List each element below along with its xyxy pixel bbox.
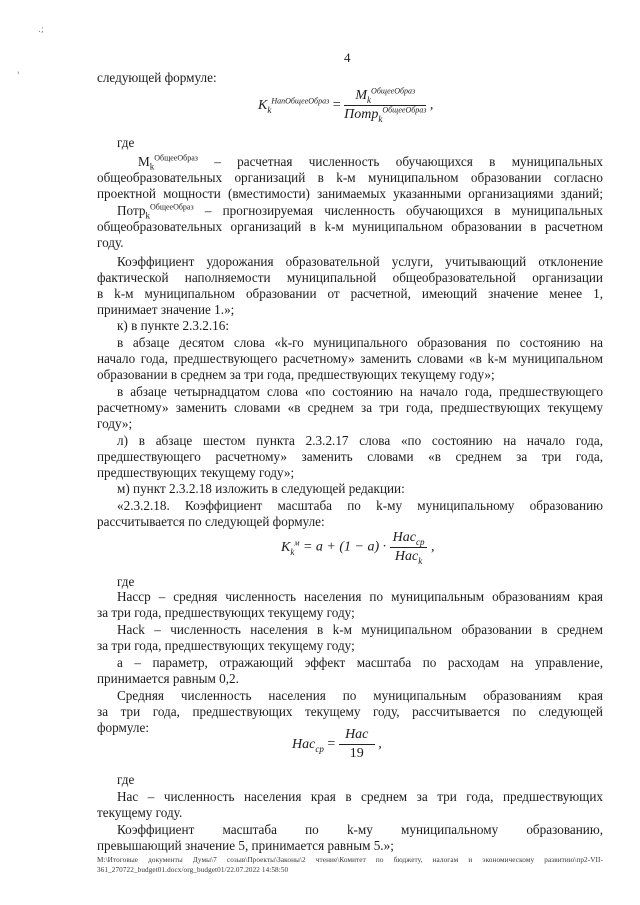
text-line: к) в пункте 2.3.2.16: xyxy=(117,318,229,333)
text-line: за три года, предшествующих текущему году, рассчитывается по следующей xyxy=(97,704,603,719)
text-line: образовании в среднем за три года, предшествующих текущему году»; xyxy=(97,367,495,382)
text-line: следующей формуле: xyxy=(97,70,217,85)
text-line: фактической наполняемости муниципальной общеобразовательной организации xyxy=(97,270,603,285)
text-line: за три года, предшествующих текущему году; xyxy=(97,605,355,620)
text-line: Насср – средняя численность населения по муниципальным образованиям края xyxy=(117,589,603,604)
text-line: общеобразовательных организаций в k-м муниципальном образовании согласно xyxy=(97,170,603,185)
text-line: принимает значение 1.»; xyxy=(97,302,235,317)
text-line: где xyxy=(117,135,135,150)
formula-lhs: $K_k^{НапОбщееОбраз}$ xyxy=(258,96,330,115)
text-line: где xyxy=(117,772,135,787)
formula-fraction: $\frac{M_k^{ОбщееОбраз}}{Потр_k^{ОбщееОбраз}}$ xyxy=(344,86,427,124)
text-line: Средняя численность населения по муниципальным образованиям края xyxy=(117,688,603,703)
text-line: превышающий значение 5, принимается равным 5.»; xyxy=(97,838,394,853)
text-line: в абзаце четырнадцатом слова «по состоянию на начало года, предшествующего xyxy=(117,384,603,399)
formula-fraction: $\frac{Нас_{ср}}{Нас_k}$ xyxy=(390,530,428,565)
formula-scale-coefficient: $K_k^м = a + (1 - a)$ · $\frac{Нас_{ср}}{Нас_k}$ , xyxy=(281,530,435,566)
scan-mark-top: .; xyxy=(38,25,44,35)
text-line: предшествующего расчетному» заменить словами «в среднем за три года, xyxy=(97,449,603,464)
text-line: Коэффициент масштаба по k-му муниципальному образованию, xyxy=(117,822,603,837)
formula-average-population: Нас$_{ср}$ = $\frac{\text{Нас}}{19}$ , xyxy=(292,727,382,761)
text-line: принимается равным 0,2. xyxy=(97,671,239,686)
text-line: формуле: xyxy=(97,720,149,735)
text-line: году. xyxy=(97,235,124,250)
text-line: Коэффициент удорожания образовательной услуги, учитывающий отклонение xyxy=(117,254,603,269)
formula-lhs: $K_k^м$ xyxy=(281,538,300,557)
text-line: проектной мощности (вместимости) занимаемых указанными организациями зданий; xyxy=(97,186,603,201)
text-line: расчетному» заменить словами «в среднем за три года, предшествующих текущему xyxy=(97,400,603,415)
formula-occupancy-coefficient: $K_k^{НапОбщееОбраз}$ = $\frac{M_k^{ОбщееОбраз}}{Потр_k^{ОбщееОбраз}}$ , xyxy=(258,86,434,124)
text-line: «2.3.2.18. Коэффициент масштаба по k-му муниципальному образованию xyxy=(117,498,603,513)
text-line: общеобразовательных организаций в k-м муниципальном образовании в расчетном xyxy=(97,219,603,234)
text-line: Насk – численность населения в k-м муниципальном образовании в среднем xyxy=(117,622,603,637)
term-potr: Потр$_k^{ОбщееОбраз}$ xyxy=(117,202,194,221)
formula-fraction: $\frac{\text{Нас}}{19}$ xyxy=(339,727,375,762)
text-line: м) пункт 2.3.2.18 изложить в следующей редакции: xyxy=(117,481,405,496)
page-number: 4 xyxy=(344,50,351,65)
text-line: где xyxy=(117,574,135,589)
text-line: начало года, предшествующего расчетному» заменить словами «в k-м муниципальном xyxy=(97,351,603,366)
text-line: за три года, предшествующих текущему году; xyxy=(97,638,355,653)
text-line: рассчитывается по следующей формуле: xyxy=(97,514,325,529)
footer-file-path: M:\Итоговые документы Думы\7 созыв\Проекты\Законы\2 чтение\Комитет по бюджету, налогам и экономическому развитию\пр2-VII- 361_270722_budget01.docx/org_budget01/22.07.2022 14:58:50 xyxy=(97,856,603,874)
scan-mark-left: ' xyxy=(17,71,20,81)
text-line: в k-м муниципальном образовании от расчетной, имеющий значение менее 1, xyxy=(97,286,603,301)
definition-potr: Потр$_k^{ОбщееОбраз}$ – прогнозируемая численность обучающихся в муниципальных xyxy=(117,202,603,221)
definition-m: $M_k^{ОбщееОбраз}$ – расчетная численность обучающихся в муниципальных xyxy=(138,153,604,172)
text-line: Нас – численность населения края в среднем за три года, предшествующих xyxy=(117,789,603,804)
text-line: году»; xyxy=(97,416,133,431)
text-line: текущему году. xyxy=(97,805,183,820)
text-line: л) в абзаце шестом пункта 2.3.2.17 слова «по состоянию на начало года, xyxy=(117,433,603,448)
term-m: $M_k^{ОбщееОбраз}$ xyxy=(138,153,198,172)
text-line: a – параметр, отражающий эффект масштаба по расходам на управление, xyxy=(117,655,603,670)
formula-lhs: Нас$_{ср}$ xyxy=(292,736,324,754)
text-line: в абзаце десятом слова «k-го муниципального образования по состоянию на xyxy=(117,335,603,350)
text-line: предшествующих текущему году»; xyxy=(97,465,295,480)
